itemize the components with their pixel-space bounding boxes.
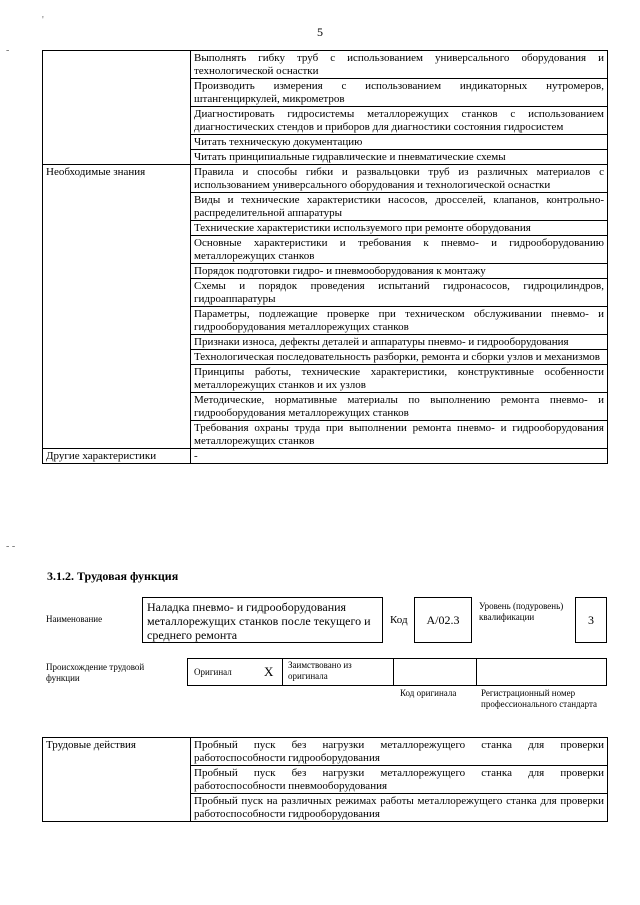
table-row: [43, 449, 608, 464]
row-text: Требования охраны труда при выполнении ремонта пневмо- и гидрооборудования металлорежущих станков: [191, 421, 608, 449]
original-mark: Х: [264, 664, 274, 679]
row-text: Порядок подготовки гидро- и пневмооборудования к монтажу: [191, 264, 608, 279]
section-heading: 3.1.2. Трудовая функция: [47, 569, 179, 583]
row-text: Пробный пуск без нагрузки металлорежущего станка для проверки работоспособности гидрооборудования: [191, 738, 608, 766]
scan-mark: ': [42, 15, 44, 26]
code-value: А/02.3: [426, 613, 460, 627]
table-row: [43, 51, 608, 79]
row-label: Другие характеристики: [43, 449, 191, 464]
origin-box: [187, 658, 607, 686]
code-label: Код: [390, 614, 408, 626]
row-text: Технологическая последовательность разборки, ремонта и сборки узлов и механизмов: [191, 350, 608, 365]
scan-mark: -: [6, 45, 10, 56]
level-value: 3: [588, 613, 594, 627]
row-label: Необходимые знания: [43, 165, 191, 449]
row-label: [43, 51, 191, 165]
row-label: Трудовые действия: [43, 738, 191, 822]
row-text: Схемы и порядок проведения испытаний гидронасосов, гидроцилиндров, гидроаппаратуры: [191, 279, 608, 307]
name-label: Наименование: [46, 614, 103, 624]
row-text: Диагностировать гидросистемы металлорежущих станков с использованием диагностических стендов и приборов для диагностики состояния гидросистем: [191, 107, 608, 135]
row-text: Основные характеристики и требования к пневмо- и гидрооборудованию металлорежущих станков: [191, 236, 608, 264]
row-text: Читать техническую документацию: [191, 135, 608, 150]
row-text: Правила и способы гибки и развальцовки труб из различных материалов с использованием универсального оборудования и технологической оснастки: [191, 165, 608, 193]
code-box: [414, 597, 472, 643]
page-number: 5: [317, 25, 323, 39]
borrowed-label: Заимствовано из оригинала: [288, 660, 352, 681]
name-box: [142, 597, 383, 643]
row-text: Виды и технические характеристики насосов, дросселей, клапанов, контрольно-распределительной аппаратуры: [191, 193, 608, 221]
code-original-label: Код оригинала: [400, 688, 457, 698]
labor-actions-table: [42, 737, 608, 822]
scan-mark: - -: [6, 541, 16, 552]
row-text: -: [191, 449, 608, 464]
row-text: Пробный пуск на различных режимах работы металлорежущего станка для проверки работоспособности гидрооборудования: [191, 794, 608, 822]
origin-label: Происхождение трудовой функции: [46, 662, 145, 683]
original-label: Оригинал: [194, 667, 232, 677]
row-text: Производить измерения с использованием индикаторных нутромеров, штангенциркулей, микрометров: [191, 79, 608, 107]
level-label: Уровень (подуровень) квалификации: [479, 601, 564, 622]
row-text: Выполнять гибку труб с использованием универсального оборудования и технологической оснастки: [191, 51, 608, 79]
row-text: Принципы работы, технические характеристики, конструктивные особенности металлорежущих станков и их узлов: [191, 365, 608, 393]
reg-number-label: Регистрационный номер профессионального стандарта: [481, 688, 598, 709]
row-text: Параметры, подлежащие проверке при техническом обслуживании пневмо- и гидрооборудования металлорежущих станков: [191, 307, 608, 335]
function-name: Наладка пневмо- и гидрооборудования металлорежущих станков после текущего и среднего ремонта: [147, 600, 371, 642]
skills-knowledge-table: [42, 50, 608, 464]
row-text: Методические, нормативные материалы по выполнению ремонта пневмо- и гидрооборудования металлорежущих станков: [191, 393, 608, 421]
table-row: [43, 738, 608, 766]
row-text: Технические характеристики используемого при ремонте оборудования: [191, 221, 608, 236]
row-text: Пробный пуск без нагрузки металлорежущего станка для проверки работоспособности пневмооборудования: [191, 766, 608, 794]
level-box: [575, 597, 607, 643]
row-text: Признаки износа, дефекты деталей и аппаратуры пневмо- и гидрооборудования: [191, 335, 608, 350]
row-text: Читать принципиальные гидравлические и пневматические схемы: [191, 150, 608, 165]
table-row: [43, 165, 608, 193]
